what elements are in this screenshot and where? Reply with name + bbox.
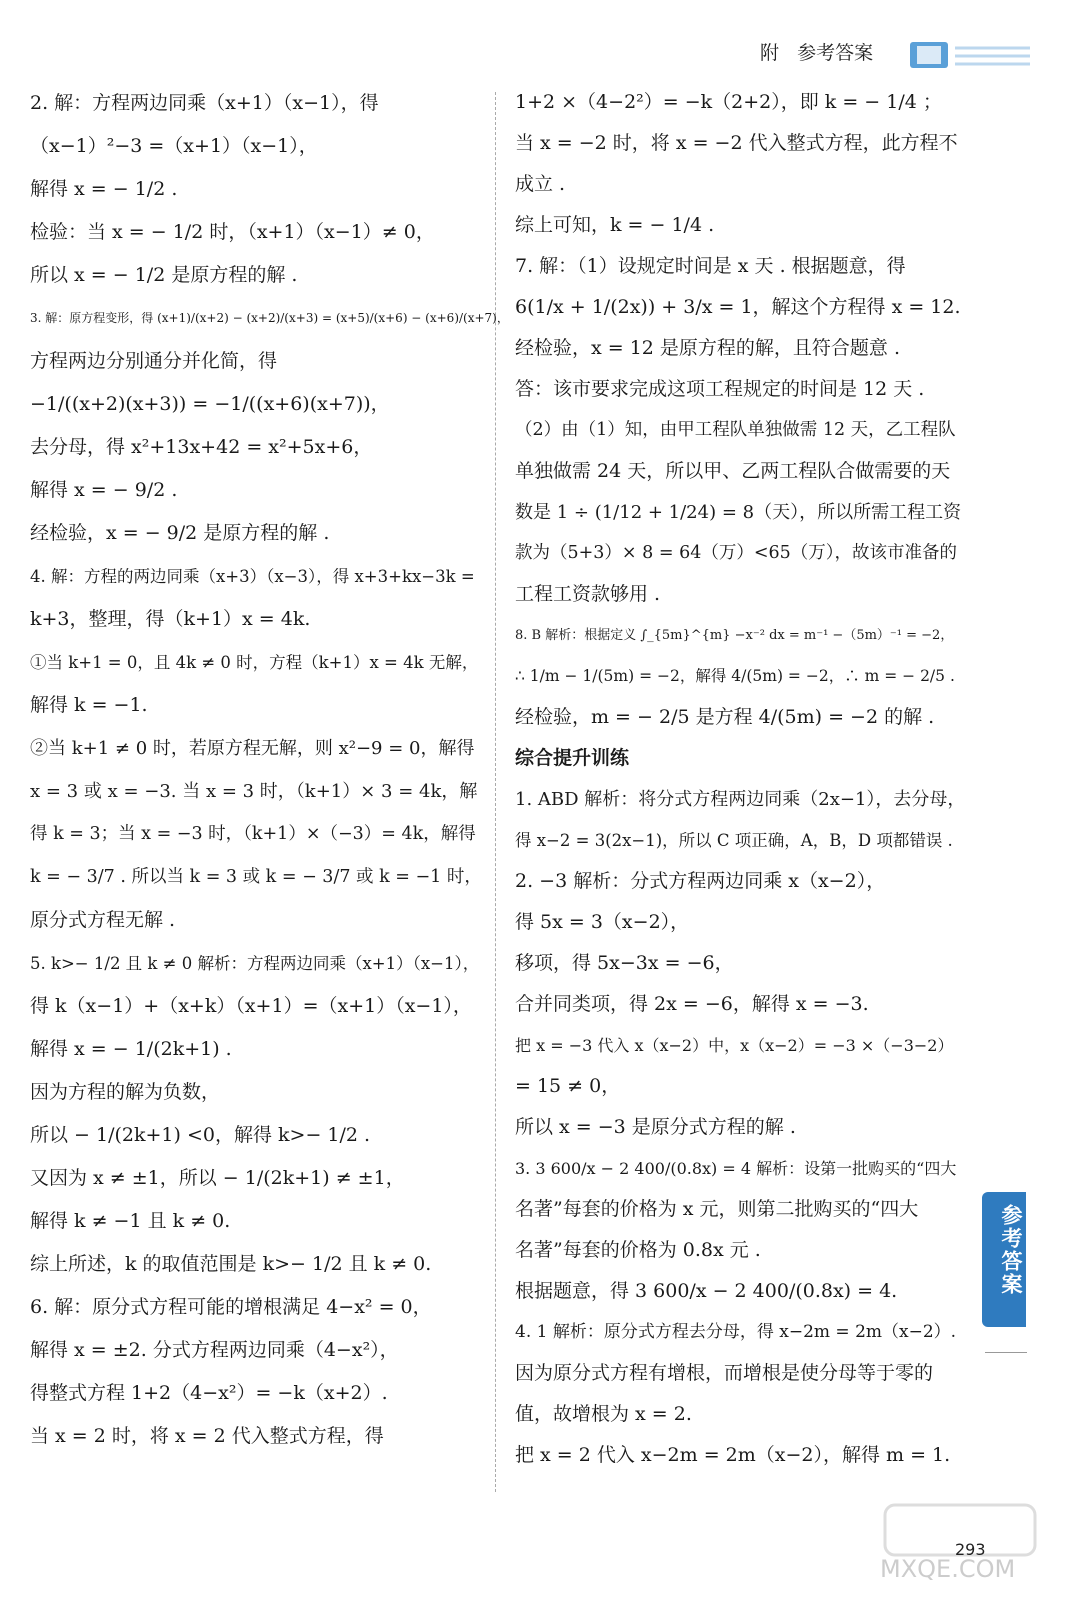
text-line: 8. B 解析：根据定义 ∫_{5m}^{m} −x⁻² dx = m⁻¹ −（5m）⁻¹ = −2， (515, 628, 954, 643)
side-tab-rule (985, 1352, 1027, 1353)
text-line: 答：该市要求完成这项工程规定的时间是 12 天 . (515, 378, 925, 400)
text-line: 检验：当 x = − 1/2 时，（x+1）（x−1）≠ 0， (30, 221, 435, 243)
header-appendix-label: 附 (760, 42, 780, 64)
text-line: 1. ABD 解析：将分式方程两边同乘（2x−1），去分母， (515, 789, 966, 810)
text-line: 综上可知，k = − 1/4 . (515, 214, 715, 236)
text-line: 经检验，x = 12 是原方程的解，且符合题意 . (515, 337, 901, 359)
text-line: x = 3 或 x = −3. 当 x = 3 时，（k+1）× 3 = 4k，解 (30, 781, 478, 802)
text-line: 根据题意，得 3 600/x − 2 400/(0.8x) = 4. (515, 1280, 898, 1302)
text-line: 得整式方程 1+2（4−x²）= −k（x+2）. (30, 1382, 388, 1404)
text-line: 把 x = −3 代入 x（x−2）中，x（x−2）= −3 ×（−3−2） (515, 1036, 954, 1055)
text-line: 款为（5+3）× 8 = 64（万）<65（万），故该市准备的 (515, 543, 958, 563)
text-line: 经检验，x = − 9/2 是原方程的解 . (30, 522, 330, 544)
text-line: （x−1）²−3 =（x+1）（x−1）， (30, 135, 318, 157)
text-line: 解得 k ≠ −1 且 k ≠ 0. (30, 1210, 231, 1232)
text-line: 移项，得 5x−3x = −6， (515, 952, 734, 974)
text-line: 所以 x = − 1/2 是原方程的解 . (30, 264, 298, 286)
text-line: 合并同类项，得 2x = −6，解得 x = −3. (515, 993, 869, 1015)
text-line: 工程工资款够用 . (515, 583, 661, 605)
text-line: k+3，整理，得（k+1）x = 4k. (30, 608, 311, 630)
answers-side-tab (982, 1192, 1026, 1327)
text-line: 名著”每套的价格为 x 元，则第二批购买的“四大 (515, 1198, 919, 1220)
text-line: ②当 k+1 ≠ 0 时，若原方程无解，则 x²−9 = 0，解得 (30, 738, 475, 759)
text-line: −1/((x+2)(x+3)) = −1/((x+6)(x+7))， (30, 393, 390, 415)
text-line: = 15 ≠ 0， (515, 1075, 621, 1097)
text-line: （2）由（1）知，由甲工程队单独做需 12 天，乙工程队 (515, 420, 956, 440)
text-line: 得 k（x−1）+（x+k）（x+1）=（x+1）（x−1）， (30, 995, 472, 1017)
text-line: 因为方程的解为负数， (30, 1081, 221, 1103)
text-line: 得 5x = 3（x−2）， (515, 911, 690, 933)
text-line: 7. 解：（1）设规定时间是 x 天 . 根据题意，得 (515, 255, 906, 277)
text-line: 解得 x = ±2. 分式方程两边同乘（4−x²）， (30, 1339, 399, 1361)
text-line: 解得 x = − 1/2 . (30, 178, 178, 200)
text-line: 当 x = −2 时，将 x = −2 代入整式方程，此方程不 (515, 132, 958, 154)
text-line: 经检验，m = − 2/5 是方程 4/(5m) = −2 的解 . (515, 706, 935, 728)
text-line: 又因为 x ≠ ±1，所以 − 1/(2k+1) ≠ ±1， (30, 1167, 405, 1189)
text-line: 所以 − 1/(2k+1) <0，解得 k>− 1/2 . (30, 1124, 371, 1146)
text-line: ∴ 1/m − 1/(5m) = −2，解得 4/(5m) = −2，∴ m = − 2/5 . (515, 667, 955, 685)
text-line: 单独做需 24 天，所以甲、乙两工程队合做需要的天 (515, 460, 951, 482)
text-line: k = − 3/7 . 所以当 k = 3 或 k = − 3/7 或 k = −1 时， (30, 867, 482, 887)
left-column (30, 82, 509, 1458)
text-line: 所以 x = −3 是原分式方程的解 . (515, 1116, 796, 1138)
text-line: 3. 解：原方程变形，得 (x+1)/(x+2) − (x+2)/(x+3) = (x+5)/(x+6) − (x+6)/(x+7)， (30, 311, 509, 325)
text-line: 5. k>− 1/2 且 k ≠ 0 解析：方程两边同乘（x+1）（x−1）， (30, 954, 480, 973)
text-line: 2. 解：方程两边同乘（x+1）（x−1），得 (30, 92, 379, 114)
text-line: 数是 1 ÷ (1/12 + 1/24) = 8（天），所以所需工程工资 (515, 502, 962, 523)
text-line: 3. 3 600/x − 2 400/(0.8x) = 4 解析：设第一批购买的“四大 (515, 1159, 957, 1178)
text-line: 把 x = 2 代入 x−2m = 2m（x−2），解得 m = 1. (515, 1444, 951, 1466)
header-answers-label: 参考答案 (797, 42, 874, 64)
running-header (760, 38, 885, 65)
text-line: 值，故增根为 x = 2. (515, 1403, 692, 1425)
text-line: 6(1/x + 1/(2x)) + 3/x = 1，解这个方程得 x = 12. (515, 296, 961, 318)
page-number: 293 (955, 1540, 986, 1559)
text-line: 解得 x = − 9/2 . (30, 479, 178, 501)
right-column (515, 82, 965, 1476)
text-line: 解得 x = − 1/(2k+1) . (30, 1038, 232, 1060)
text-line: 6. 解：原分式方程可能的增根满足 4−x² = 0， (30, 1296, 432, 1318)
side-tab-label: 参考答案 (999, 1204, 1023, 1296)
text-line: 4. 1 解析：原分式方程去分母，得 x−2m = 2m（x−2）. (515, 1322, 957, 1342)
text-line: 方程两边分别通分并化简，得 (30, 350, 278, 372)
text-line: 综合提升训练 (515, 747, 630, 769)
text-line: 得 x−2 = 3(2x−1)，所以 C 项正确，A，B，D 项都错误 . (515, 831, 953, 850)
text-line: 得 k = 3；当 x = −3 时，（k+1）×（−3）= 4k，解得 (30, 824, 476, 844)
column-divider (495, 92, 496, 1492)
text-line: 去分母，得 x²+13x+42 = x²+5x+6， (30, 436, 373, 458)
text-line: 名著”每套的价格为 0.8x 元 . (515, 1239, 761, 1261)
book-logo-icon (905, 34, 1030, 74)
text-line: 1+2 ×（4−2²）= −k（2+2），即 k = − 1/4 ； (515, 91, 942, 113)
text-line: 综上所述，k 的取值范围是 k>− 1/2 且 k ≠ 0. (30, 1253, 432, 1275)
text-line: 原分式方程无解 . (30, 909, 176, 931)
text-line: 因为原分式方程有增根，而增根是使分母等于零的 (515, 1362, 934, 1384)
text-line: 成立 . (515, 173, 566, 195)
text-line: 4. 解：方程的两边同乘（x+3）（x−3），得 x+3+kx−3k = (30, 567, 475, 586)
watermark-text: MXQE.COM (880, 1555, 1016, 1583)
text-line: 2. −3 解析：分式方程两边同乘 x（x−2）， (515, 870, 886, 892)
text-line: 解得 k = −1. (30, 694, 148, 716)
text-line: ①当 k+1 = 0，且 4k ≠ 0 时，方程（k+1）x = 4k 无解， (30, 653, 479, 672)
text-line: 当 x = 2 时，将 x = 2 代入整式方程，得 (30, 1425, 384, 1447)
